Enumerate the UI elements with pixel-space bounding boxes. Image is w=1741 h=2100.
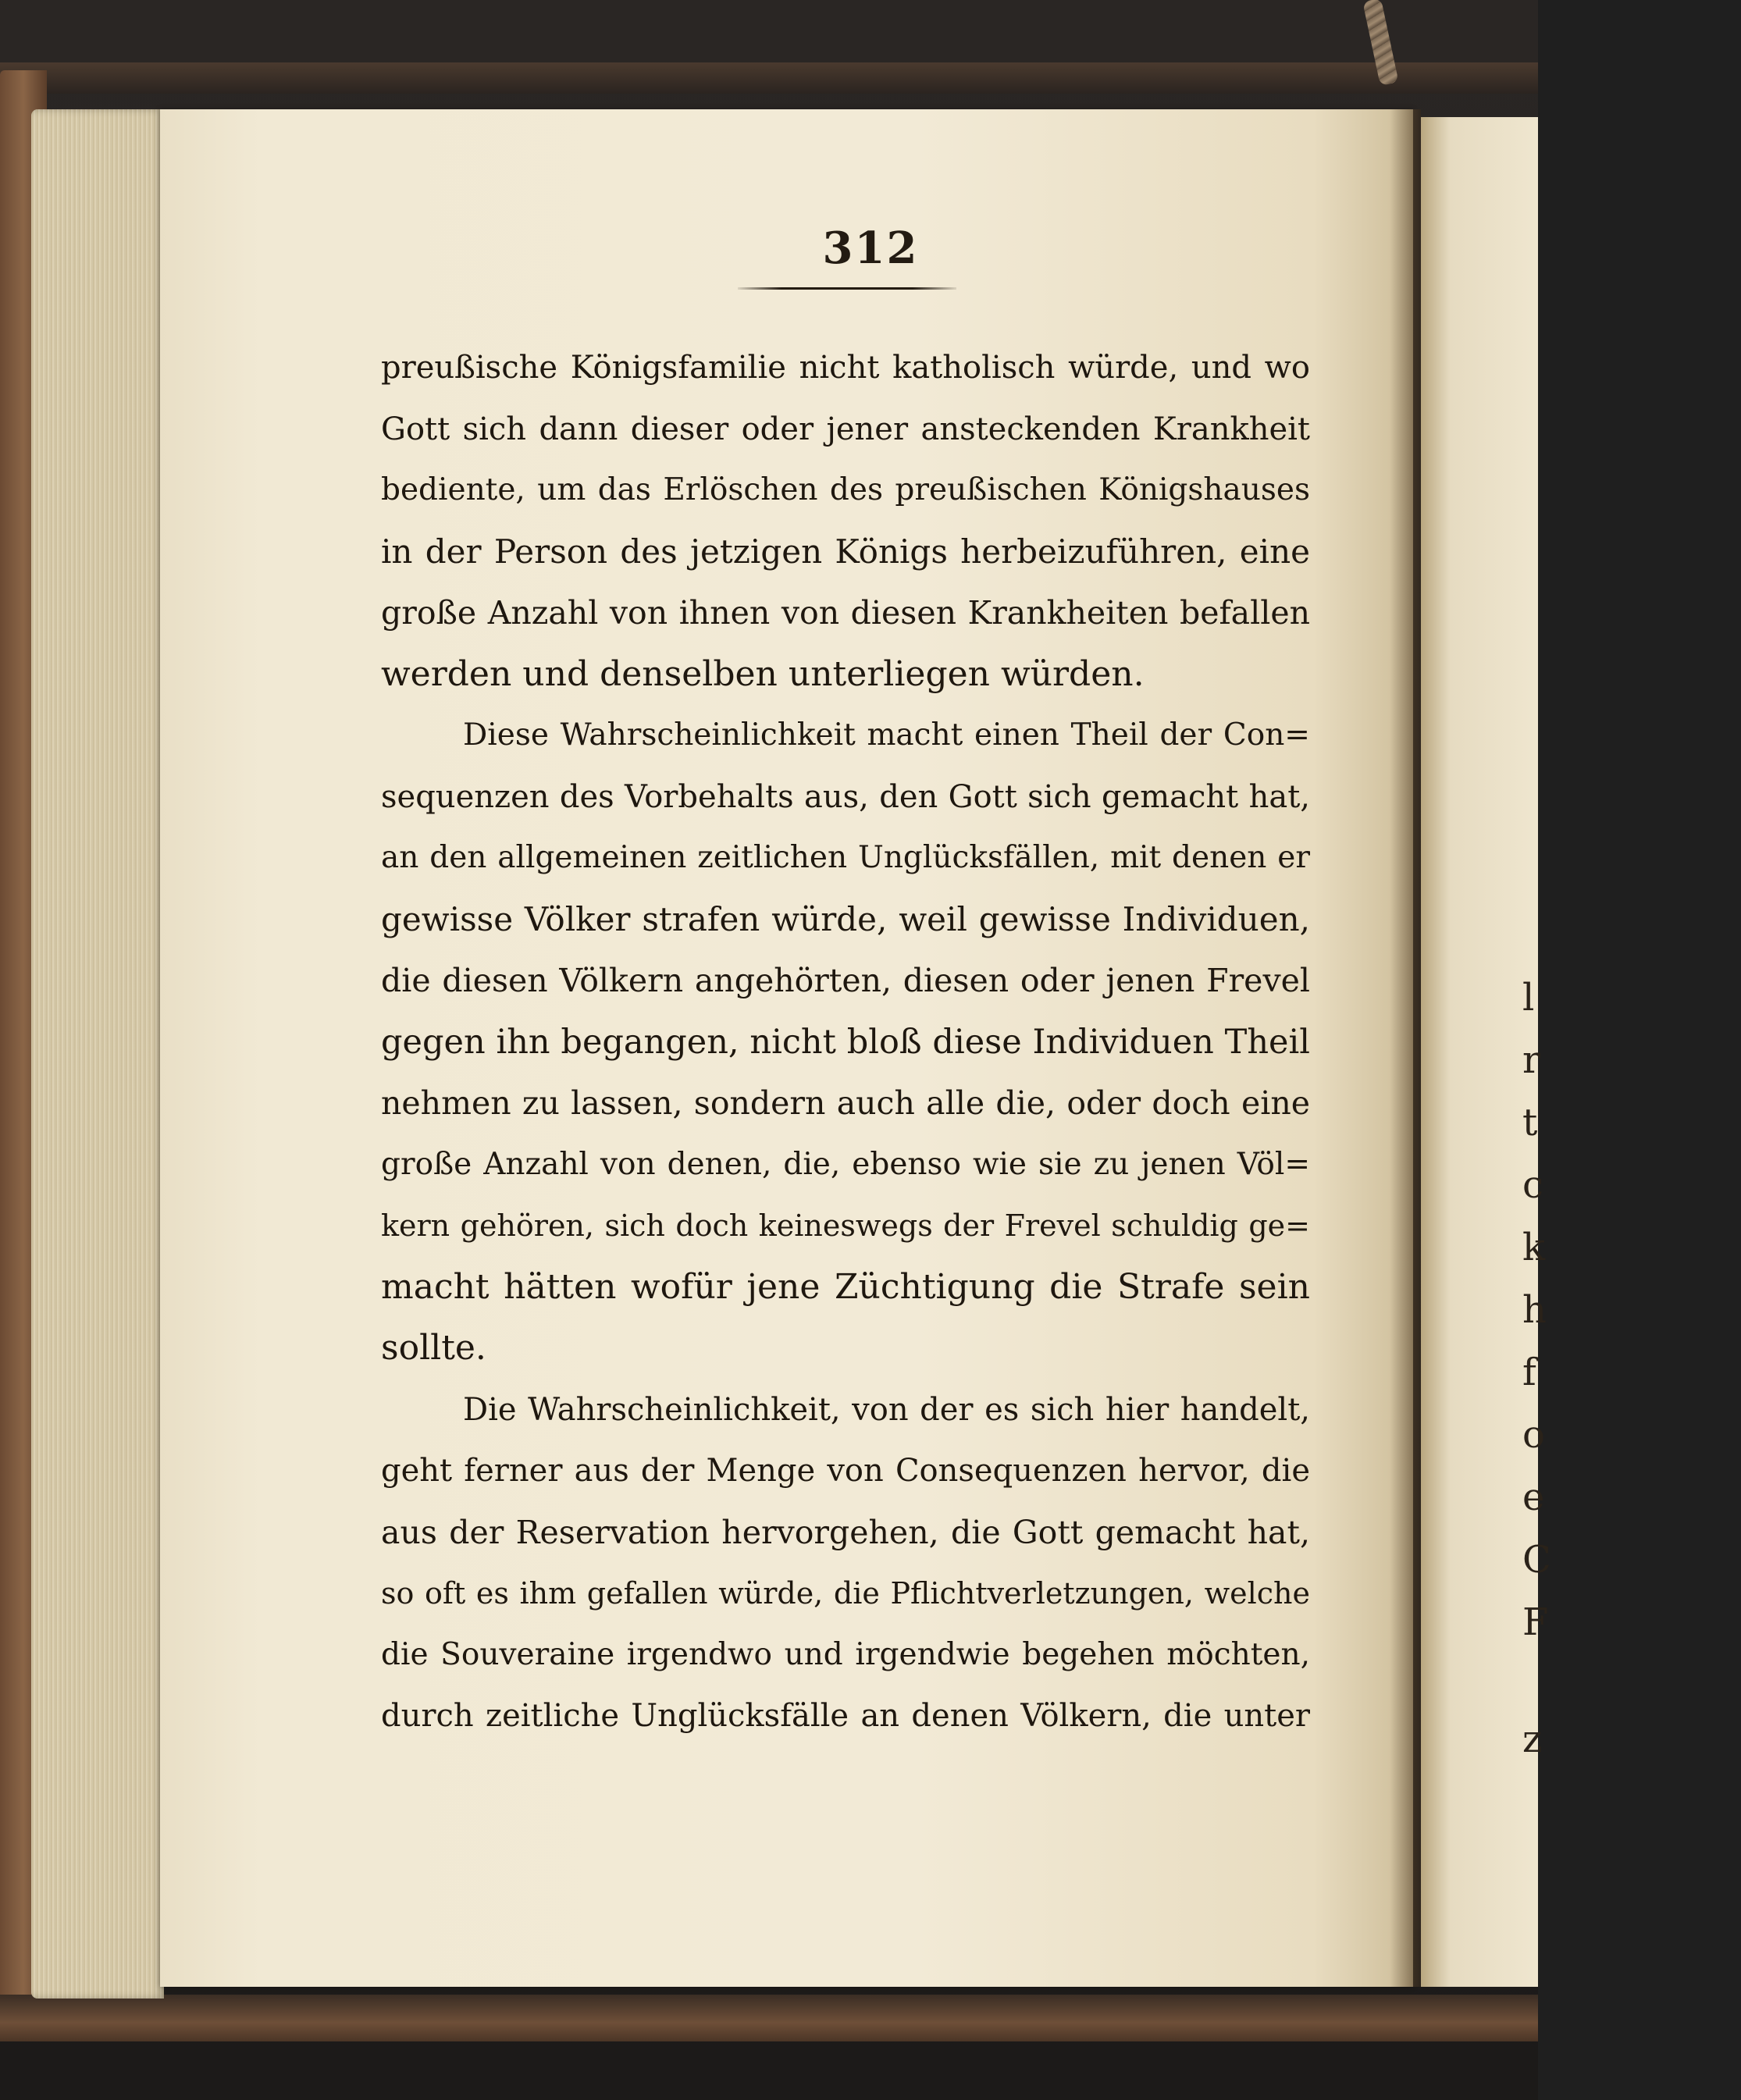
page-gutter bbox=[1390, 109, 1421, 1987]
text-line: so oft es ihm gefallen würde, die Pflichtverletzungen, welche bbox=[381, 1576, 1310, 1611]
next-page-fragment: k bbox=[1522, 1226, 1546, 1269]
page-block-edge bbox=[31, 109, 164, 1999]
page-number: 312 bbox=[822, 222, 919, 274]
text-line: an den allgemeinen zeitlichen Unglücksfällen, mit denen er bbox=[381, 840, 1310, 875]
text-line: Die Wahrscheinlichkeit, von der es sich hier handelt, bbox=[463, 1391, 1310, 1428]
text-line: gewisse Völker strafen würde, weil gewisse Individuen, bbox=[381, 899, 1310, 938]
text-line: Diese Wahrscheinlichkeit macht einen Theil der Con= bbox=[463, 717, 1310, 753]
text-line: bediente, um das Erlöschen des preußischen Königshauses bbox=[381, 472, 1310, 507]
text-line: die Souveraine irgendwo und irgendwie begehen möchten, bbox=[381, 1636, 1310, 1672]
next-page-fragment: F bbox=[1522, 1600, 1549, 1644]
next-page-fragment: C bbox=[1522, 1538, 1551, 1582]
next-page-edge bbox=[1421, 117, 1551, 1987]
next-page-fragment: r bbox=[1522, 1038, 1540, 1082]
text-line: durch zeitliche Unglücksfälle an denen Völkern, die unter bbox=[381, 1698, 1310, 1734]
text-line: die diesen Völkern angehörten, diesen oder jenen Frevel bbox=[381, 962, 1310, 999]
book-cover-top bbox=[0, 62, 1538, 94]
page-number-rule bbox=[738, 287, 956, 290]
text-line: kern gehören, sich doch keineswegs der Frevel schuldig ge= bbox=[381, 1208, 1310, 1243]
text-line: gegen ihn begangen, nicht bloß diese Individuen Theil bbox=[381, 1022, 1310, 1062]
text-line: aus der Reservation hervorgehen, die Gott gemacht hat, bbox=[381, 1513, 1310, 1551]
next-page-fragment: o bbox=[1522, 1413, 1545, 1457]
next-page-fragment: h bbox=[1522, 1288, 1547, 1332]
text-line: werden und denselben unterliegen würden. bbox=[381, 653, 1145, 694]
next-page-fragment: z bbox=[1522, 1717, 1543, 1761]
next-page-fragment: f bbox=[1522, 1351, 1536, 1394]
next-page-fragment: c bbox=[1522, 1163, 1543, 1207]
text-line: große Anzahl von denen, die, ebenso wie sie zu jenen Völ= bbox=[381, 1146, 1310, 1182]
text-line: sequenzen des Vorbehalts aus, den Gott sich gemacht hat, bbox=[381, 778, 1310, 815]
book-cover-bottom bbox=[0, 1995, 1538, 2041]
next-page-fragment: l bbox=[1522, 976, 1535, 1020]
text-line: große Anzahl von ihnen von diesen Krankheiten befallen bbox=[381, 594, 1310, 632]
next-page-fragment: t bbox=[1522, 1101, 1538, 1144]
text-line: preußische Königsfamilie nicht katholisch würde, und wo bbox=[381, 350, 1310, 386]
text-line: macht hätten wofür jene Züchtigung die Strafe sein bbox=[381, 1266, 1310, 1307]
body-text bbox=[381, 337, 1310, 1747]
text-line: sollte. bbox=[381, 1328, 486, 1368]
text-line: geht ferner aus der Menge von Consequenzen hervor, die bbox=[381, 1453, 1310, 1489]
text-line: nehmen zu lassen, sondern auch alle die, oder doch eine bbox=[381, 1084, 1310, 1122]
next-page-fragment: e bbox=[1522, 1475, 1545, 1519]
text-line: Gott sich dann dieser oder jener ansteckenden Krankheit bbox=[381, 411, 1310, 447]
text-line: in der Person des jetzigen Königs herbeizuführen, eine bbox=[381, 532, 1310, 571]
